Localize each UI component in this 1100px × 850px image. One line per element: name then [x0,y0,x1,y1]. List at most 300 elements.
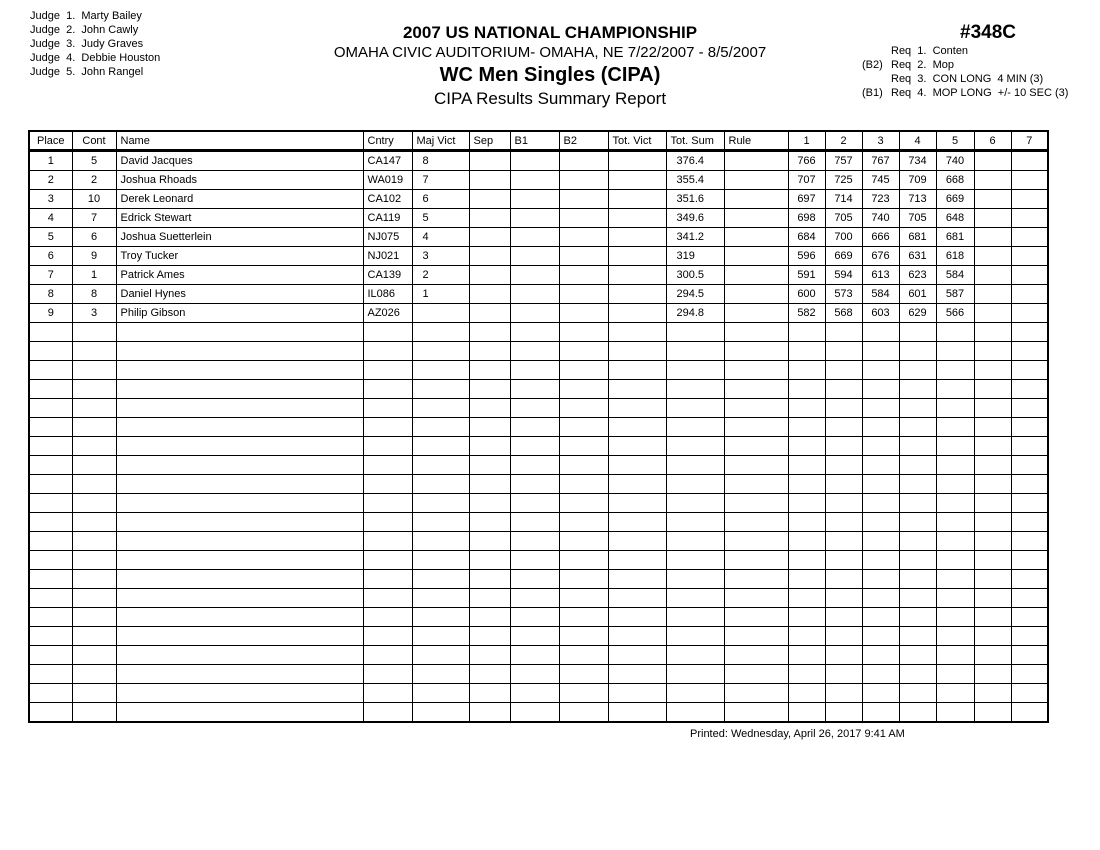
empty-cell [724,494,788,513]
cell-tot-vict [608,285,666,304]
cell-tot-vict [608,151,666,171]
empty-cell [363,589,412,608]
empty-cell [666,608,724,627]
empty-cell [788,589,825,608]
requirement-line: Req 3. CON LONG 4 MIN (3) [891,73,1044,85]
cell-b2 [559,151,608,171]
cell-j7 [1011,228,1048,247]
cell-place: 1 [29,151,72,171]
empty-cell [29,418,72,437]
cell-name: David Jacques [116,151,363,171]
empty-cell [936,323,974,342]
cell-j2: 594 [825,266,862,285]
cell-j3: 584 [862,285,899,304]
empty-cell [936,494,974,513]
empty-cell [363,456,412,475]
column-header: 7 [1011,131,1048,151]
empty-cell [862,684,899,703]
empty-cell [29,665,72,684]
cell-place: 8 [29,285,72,304]
cell-j7 [1011,304,1048,323]
empty-cell [666,456,724,475]
empty-table-row [29,399,1048,418]
empty-cell [666,323,724,342]
empty-cell [412,494,469,513]
empty-cell [1011,646,1048,665]
empty-cell [899,380,936,399]
empty-cell [936,703,974,723]
empty-cell [29,646,72,665]
cell-b2 [559,171,608,190]
empty-cell [72,380,116,399]
empty-cell [666,570,724,589]
empty-cell [72,703,116,723]
empty-cell [363,342,412,361]
empty-cell [29,513,72,532]
empty-cell [29,361,72,380]
table-header-row [29,131,1048,151]
empty-cell [788,627,825,646]
empty-cell [788,665,825,684]
empty-cell [936,475,974,494]
empty-cell [724,684,788,703]
column-header: Tot. Vict [608,131,666,151]
empty-cell [666,399,724,418]
empty-cell [608,399,666,418]
empty-cell [29,608,72,627]
cell-b2 [559,228,608,247]
empty-cell [608,380,666,399]
empty-cell [666,513,724,532]
column-header: 5 [936,131,974,151]
empty-cell [29,399,72,418]
empty-cell [899,570,936,589]
empty-cell [510,475,559,494]
empty-cell [899,665,936,684]
cell-cont: 6 [72,228,116,247]
empty-cell [412,513,469,532]
column-header: B2 [559,131,608,151]
empty-table-row [29,608,1048,627]
cell-j3: 723 [862,190,899,209]
table-body [29,151,1048,723]
column-header: Name [116,131,363,151]
cell-tot-sum: 376.4 [666,151,724,171]
judge-line: Judge 2. John Cawly [30,24,139,36]
empty-cell [788,646,825,665]
empty-cell [72,627,116,646]
empty-cell [608,513,666,532]
empty-cell [116,380,363,399]
empty-cell [559,570,608,589]
empty-cell [116,627,363,646]
cell-b1 [510,285,559,304]
cell-maj-vict: 4 [412,228,469,247]
cell-b2 [559,247,608,266]
cell-name: Derek Leonard [116,190,363,209]
column-header: Tot. Sum [666,131,724,151]
empty-cell [116,684,363,703]
empty-cell [899,532,936,551]
empty-cell [608,456,666,475]
cell-cont: 3 [72,304,116,323]
empty-cell [412,475,469,494]
cell-rule [724,247,788,266]
cell-rule [724,171,788,190]
empty-cell [510,570,559,589]
cell-j1: 684 [788,228,825,247]
empty-cell [899,418,936,437]
empty-cell [974,361,1011,380]
empty-cell [72,361,116,380]
cell-cont: 5 [72,151,116,171]
cell-j4: 623 [899,266,936,285]
empty-cell [825,589,862,608]
empty-cell [862,456,899,475]
empty-cell [788,570,825,589]
cell-place: 4 [29,209,72,228]
cell-tot-vict [608,228,666,247]
empty-table-row [29,684,1048,703]
empty-cell [974,551,1011,570]
empty-table-row [29,342,1048,361]
empty-cell [559,665,608,684]
column-header: 2 [825,131,862,151]
cell-j7 [1011,209,1048,228]
empty-cell [724,589,788,608]
empty-cell [72,475,116,494]
cell-maj-vict: 3 [412,247,469,266]
cell-j2: 714 [825,190,862,209]
empty-cell [72,589,116,608]
empty-cell [469,399,510,418]
cell-j6 [974,266,1011,285]
empty-cell [363,608,412,627]
empty-cell [363,570,412,589]
cell-j5: 648 [936,209,974,228]
empty-cell [899,703,936,723]
empty-cell [788,475,825,494]
venue-dates: OMAHA CIVIC AUDITORIUM- OMAHA, NE 7/22/2007 - 8/5/2007 [333,44,767,61]
empty-cell [29,570,72,589]
empty-cell [1011,532,1048,551]
empty-cell [29,475,72,494]
cell-rule [724,151,788,171]
empty-cell [469,437,510,456]
empty-cell [936,646,974,665]
empty-cell [412,608,469,627]
empty-cell [825,665,862,684]
empty-cell [936,456,974,475]
empty-cell [1011,684,1048,703]
empty-cell [412,437,469,456]
cell-cntry: AZ026 [363,304,412,323]
empty-cell [469,570,510,589]
empty-cell [29,323,72,342]
empty-cell [666,532,724,551]
cell-j4: 681 [899,228,936,247]
cell-cont: 2 [72,171,116,190]
empty-cell [510,646,559,665]
empty-cell [724,361,788,380]
cell-tot-sum: 351.6 [666,190,724,209]
empty-cell [510,684,559,703]
empty-table-row [29,703,1048,723]
requirement-line: Req 1. Conten [891,45,969,57]
empty-cell [72,513,116,532]
empty-table-row [29,456,1048,475]
empty-cell [862,513,899,532]
cell-tot-sum: 349.6 [666,209,724,228]
empty-cell [469,323,510,342]
cell-tot-vict [608,171,666,190]
empty-cell [899,589,936,608]
cell-j1: 600 [788,285,825,304]
empty-cell [510,361,559,380]
empty-cell [788,494,825,513]
cell-b1 [510,190,559,209]
empty-cell [899,323,936,342]
empty-cell [825,684,862,703]
empty-cell [72,684,116,703]
cell-rule [724,209,788,228]
empty-cell [116,532,363,551]
empty-cell [788,399,825,418]
cell-j6 [974,151,1011,171]
empty-cell [862,361,899,380]
cell-tot-sum: 319 [666,247,724,266]
empty-cell [608,627,666,646]
empty-cell [510,608,559,627]
empty-cell [788,703,825,723]
cell-sep [469,209,510,228]
empty-table-row [29,380,1048,399]
empty-cell [363,418,412,437]
empty-cell [825,342,862,361]
empty-cell [936,361,974,380]
empty-cell [608,475,666,494]
cell-name: Patrick Ames [116,266,363,285]
empty-cell [559,323,608,342]
empty-cell [788,684,825,703]
empty-cell [510,342,559,361]
empty-cell [72,399,116,418]
empty-table-row [29,513,1048,532]
empty-cell [666,494,724,513]
cell-j5: 668 [936,171,974,190]
empty-cell [862,380,899,399]
empty-cell [825,646,862,665]
empty-cell [899,456,936,475]
empty-cell [862,665,899,684]
empty-cell [724,342,788,361]
empty-cell [974,646,1011,665]
empty-cell [412,703,469,723]
empty-cell [412,627,469,646]
cell-cont: 10 [72,190,116,209]
empty-cell [363,361,412,380]
championship-title: 2007 US NATIONAL CHAMPIONSHIP [402,23,698,42]
empty-cell [510,456,559,475]
empty-cell [608,646,666,665]
empty-cell [788,418,825,437]
empty-cell [469,627,510,646]
cell-name: Philip Gibson [116,304,363,323]
empty-cell [788,608,825,627]
printed-timestamp: Printed: Wednesday, April 26, 2017 9:41 AM [690,728,905,740]
cell-j1: 591 [788,266,825,285]
empty-cell [72,342,116,361]
cell-j1: 766 [788,151,825,171]
cell-j3: 666 [862,228,899,247]
empty-cell [974,399,1011,418]
column-header: Rule [724,131,788,151]
empty-cell [899,361,936,380]
cell-j3: 745 [862,171,899,190]
cell-tot-sum: 294.8 [666,304,724,323]
empty-cell [666,380,724,399]
empty-cell [724,551,788,570]
empty-cell [608,570,666,589]
cell-sep [469,266,510,285]
empty-cell [363,646,412,665]
cell-j5: 740 [936,151,974,171]
empty-cell [469,418,510,437]
empty-cell [862,589,899,608]
empty-cell [788,323,825,342]
cell-b2 [559,209,608,228]
empty-cell [862,323,899,342]
empty-cell [412,684,469,703]
empty-cell [412,646,469,665]
empty-cell [724,399,788,418]
empty-cell [559,627,608,646]
empty-cell [1011,399,1048,418]
empty-cell [899,399,936,418]
cell-j5: 681 [936,228,974,247]
empty-cell [469,703,510,723]
cell-j4: 734 [899,151,936,171]
empty-cell [72,456,116,475]
empty-cell [862,342,899,361]
empty-cell [469,494,510,513]
table-row [29,304,1048,323]
empty-cell [825,380,862,399]
empty-cell [974,665,1011,684]
empty-cell [825,437,862,456]
cell-b1 [510,304,559,323]
cell-rule [724,190,788,209]
empty-cell [363,684,412,703]
empty-cell [469,608,510,627]
empty-cell [899,627,936,646]
cell-j6 [974,190,1011,209]
cell-j2: 568 [825,304,862,323]
cell-j4: 629 [899,304,936,323]
cell-j1: 697 [788,190,825,209]
empty-cell [788,532,825,551]
empty-cell [724,570,788,589]
requirement-line: (B1) Req 4. MOP LONG +/- 10 SEC (3) [862,87,1069,99]
empty-cell [666,418,724,437]
empty-cell [412,551,469,570]
empty-cell [608,437,666,456]
cell-j7 [1011,266,1048,285]
empty-cell [724,608,788,627]
column-header: Cntry [363,131,412,151]
cell-j3: 767 [862,151,899,171]
cell-name: Daniel Hynes [116,285,363,304]
empty-cell [608,532,666,551]
cell-j3: 603 [862,304,899,323]
empty-cell [724,437,788,456]
empty-cell [1011,323,1048,342]
empty-cell [510,627,559,646]
cell-j7 [1011,247,1048,266]
empty-cell [936,342,974,361]
empty-cell [72,532,116,551]
empty-cell [116,399,363,418]
cell-sep [469,190,510,209]
empty-cell [469,513,510,532]
empty-cell [974,589,1011,608]
cell-tot-sum: 341.2 [666,228,724,247]
empty-cell [559,437,608,456]
empty-cell [724,418,788,437]
empty-cell [936,380,974,399]
empty-cell [116,475,363,494]
cell-b1 [510,228,559,247]
empty-cell [974,342,1011,361]
cell-j2: 669 [825,247,862,266]
cell-name: Joshua Suetterlein [116,228,363,247]
empty-cell [825,418,862,437]
cell-tot-vict [608,190,666,209]
empty-cell [469,684,510,703]
empty-cell [862,475,899,494]
empty-cell [559,703,608,723]
empty-cell [510,399,559,418]
cell-cntry: CA147 [363,151,412,171]
cell-sep [469,228,510,247]
empty-cell [666,589,724,608]
empty-cell [1011,513,1048,532]
empty-cell [469,342,510,361]
empty-cell [363,665,412,684]
empty-cell [1011,665,1048,684]
empty-cell [862,494,899,513]
cell-j2: 573 [825,285,862,304]
table-row [29,285,1048,304]
cell-cntry: CA119 [363,209,412,228]
cell-cont: 7 [72,209,116,228]
empty-cell [974,475,1011,494]
cell-place: 3 [29,190,72,209]
cell-tot-sum: 355.4 [666,171,724,190]
empty-table-row [29,437,1048,456]
empty-cell [724,646,788,665]
cell-sep [469,285,510,304]
cell-tot-vict [608,209,666,228]
empty-cell [363,475,412,494]
empty-cell [1011,551,1048,570]
empty-cell [936,627,974,646]
empty-cell [469,532,510,551]
cell-maj-vict: 5 [412,209,469,228]
empty-cell [510,665,559,684]
table-row [29,247,1048,266]
empty-cell [469,380,510,399]
